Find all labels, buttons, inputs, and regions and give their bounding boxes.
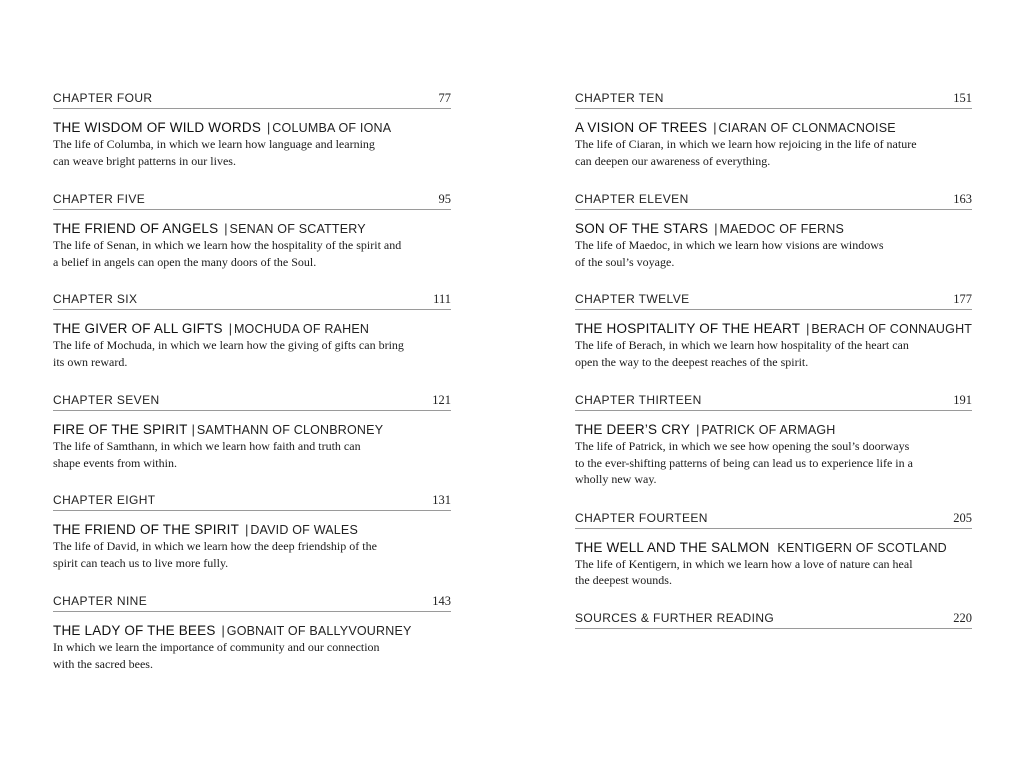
chapter-description bbox=[53, 639, 451, 672]
toc-right-column bbox=[575, 89, 972, 629]
chapter-header bbox=[53, 491, 451, 511]
chapter-description bbox=[575, 337, 972, 370]
description-line: can weave bright patterns in our lives. bbox=[53, 153, 236, 168]
chapter-title: THE WISDOM OF WILD WORDS bbox=[53, 120, 262, 135]
toc-entry[interactable] bbox=[575, 290, 972, 370]
description-line: The life of Senan, in which we learn how the hospitality of the spirit and bbox=[53, 238, 402, 252]
chapter-title-line bbox=[53, 321, 451, 337]
chapter-title-line bbox=[575, 321, 972, 337]
chapter-label: CHAPTER EIGHT bbox=[53, 493, 156, 507]
title-separator: | bbox=[806, 322, 810, 336]
chapter-label: CHAPTER ELEVEN bbox=[575, 192, 689, 206]
chapter-description bbox=[53, 237, 451, 270]
chapter-header bbox=[53, 190, 451, 210]
chapter-page-number: 131 bbox=[432, 493, 451, 507]
chapter-title-line bbox=[575, 422, 972, 438]
chapter-description bbox=[53, 438, 451, 471]
chapter-title-line bbox=[53, 623, 451, 639]
chapter-saint: SAMTHANN OF CLONBRONEY bbox=[196, 423, 384, 437]
chapter-label: CHAPTER TWELVE bbox=[575, 292, 690, 306]
chapter-title-line bbox=[53, 221, 451, 237]
title-separator: | bbox=[228, 322, 232, 336]
chapter-title: THE GIVER OF ALL GIFTS bbox=[53, 321, 223, 336]
sources-label: SOURCES & FURTHER READING bbox=[575, 610, 775, 625]
description-line: can deepen our awareness of everything. bbox=[575, 153, 771, 168]
description-line: The life of Kentigern, in which we learn how a love of nature can heal bbox=[575, 556, 913, 571]
description-line: a belief in angels can open the many doors of the Soul. bbox=[53, 254, 317, 269]
toc-entry-sources[interactable] bbox=[575, 609, 972, 629]
chapter-title-line bbox=[53, 120, 451, 136]
chapter-label: CHAPTER FIVE bbox=[53, 192, 146, 206]
chapter-header bbox=[53, 391, 451, 411]
chapter-label: CHAPTER FOUR bbox=[53, 91, 153, 105]
title-separator: | bbox=[713, 121, 717, 135]
chapter-page-number: 163 bbox=[953, 192, 972, 206]
chapter-page-number: 205 bbox=[953, 510, 972, 525]
chapter-saint: BERACH OF CONNAUGHT bbox=[811, 322, 973, 336]
description-line: The life of Maedoc, in which we learn how visions are windows bbox=[575, 238, 884, 252]
toc-entry[interactable] bbox=[53, 592, 451, 672]
chapter-page-number: 151 bbox=[953, 91, 972, 105]
description-line: The life of David, in which we learn how the deep friendship of the bbox=[53, 539, 377, 553]
toc-entry[interactable] bbox=[53, 290, 451, 370]
description-line: of the soul’s voyage. bbox=[575, 254, 675, 269]
chapter-saint: CIARAN OF CLONMACNOISE bbox=[718, 121, 896, 135]
chapter-description bbox=[575, 136, 972, 169]
description-line: In which we learn the importance of community and our connection bbox=[53, 640, 380, 654]
chapter-title: THE WELL AND THE SALMON bbox=[575, 539, 770, 555]
title-separator: | bbox=[191, 423, 195, 437]
title-separator: | bbox=[221, 624, 225, 638]
chapter-header bbox=[53, 89, 451, 109]
chapter-title: THE LADY OF THE BEES bbox=[53, 623, 216, 638]
title-separator: | bbox=[714, 222, 718, 236]
chapter-title-line bbox=[53, 522, 451, 538]
toc-left-column bbox=[53, 89, 451, 672]
description-line: The life of Columba, in which we learn how language and learning bbox=[53, 137, 375, 151]
title-separator: | bbox=[224, 222, 228, 236]
chapter-title-line bbox=[575, 221, 972, 237]
chapter-description bbox=[53, 538, 451, 571]
chapter-title: THE HOSPITALITY OF THE HEART bbox=[575, 321, 801, 336]
toc-entry[interactable] bbox=[53, 89, 451, 169]
description-line: with the sacred bees. bbox=[53, 656, 153, 671]
chapter-title: SON OF THE STARS bbox=[575, 221, 709, 236]
chapter-page-number: 121 bbox=[432, 393, 451, 407]
toc-entry[interactable] bbox=[575, 509, 972, 589]
description-line: The life of Patrick, in which we see how opening the soul’s doorways bbox=[575, 439, 910, 453]
description-line: the deepest wounds. bbox=[575, 573, 672, 587]
chapter-title-line bbox=[575, 120, 972, 136]
description-line: open the way to the deepest reaches of the spirit. bbox=[575, 354, 809, 369]
chapter-header bbox=[53, 592, 451, 612]
description-line: wholly new way. bbox=[575, 472, 657, 486]
chapter-label: CHAPTER TEN bbox=[575, 91, 664, 105]
chapter-description bbox=[575, 237, 972, 270]
chapter-page-number: 191 bbox=[953, 393, 972, 407]
title-separator: | bbox=[245, 523, 249, 537]
chapter-title: THE DEER’S CRY bbox=[575, 422, 691, 437]
chapter-title: A VISION OF TREES bbox=[575, 120, 708, 135]
title-separator: | bbox=[696, 423, 700, 437]
chapter-label: CHAPTER SIX bbox=[53, 292, 138, 306]
sources-page-number: 220 bbox=[953, 610, 972, 625]
toc-entry[interactable] bbox=[53, 491, 451, 571]
chapter-header bbox=[575, 509, 972, 529]
chapter-header bbox=[575, 190, 972, 210]
toc-entry[interactable] bbox=[53, 391, 451, 471]
chapter-label: CHAPTER THIRTEEN bbox=[575, 393, 702, 407]
chapter-page-number: 111 bbox=[433, 292, 451, 306]
chapter-saint: GOBNAIT OF BALLYVOURNEY bbox=[226, 624, 412, 638]
chapter-saint: SENAN OF SCATTERY bbox=[229, 222, 366, 236]
chapter-saint: MOCHUDA OF RAHEN bbox=[233, 322, 370, 336]
toc-entry[interactable] bbox=[575, 391, 972, 488]
description-line: The life of Samthann, in which we learn how faith and truth can bbox=[53, 439, 361, 453]
description-line: spirit can teach us to live more fully. bbox=[53, 555, 229, 570]
chapter-title: THE FRIEND OF THE SPIRIT bbox=[53, 522, 240, 537]
sources-header bbox=[575, 609, 972, 629]
chapter-header bbox=[53, 290, 451, 310]
chapter-label: CHAPTER NINE bbox=[53, 594, 148, 608]
description-line: shape events from within. bbox=[53, 455, 177, 470]
chapter-page-number: 177 bbox=[953, 292, 972, 306]
toc-entry[interactable] bbox=[53, 190, 451, 270]
toc-entry[interactable] bbox=[575, 89, 972, 169]
description-line: The life of Berach, in which we learn how hospitality of the heart can bbox=[575, 338, 909, 352]
chapter-description bbox=[53, 136, 451, 169]
chapter-header bbox=[575, 290, 972, 310]
chapter-saint: PATRICK OF ARMAGH bbox=[701, 423, 836, 437]
toc-entry[interactable] bbox=[575, 190, 972, 270]
description-line: to the ever-shifting patterns of being can lead us to experience life in a bbox=[575, 455, 913, 470]
chapter-saint: KENTIGERN OF SCOTLAND bbox=[777, 540, 947, 555]
title-separator: | bbox=[267, 121, 271, 135]
description-line: The life of Ciaran, in which we learn how rejoicing in the life of nature bbox=[575, 137, 917, 151]
chapter-title: FIRE OF THE SPIRIT bbox=[53, 422, 188, 437]
chapter-title-line bbox=[53, 422, 451, 438]
chapter-label: CHAPTER FOURTEEN bbox=[575, 510, 708, 525]
chapter-saint: DAVID OF WALES bbox=[250, 523, 358, 537]
chapter-page-number: 95 bbox=[438, 192, 451, 206]
chapter-description bbox=[575, 556, 972, 589]
chapter-description bbox=[53, 337, 451, 370]
chapter-page-number: 143 bbox=[432, 594, 451, 608]
chapter-page-number: 77 bbox=[438, 91, 451, 105]
chapter-saint: COLUMBA OF IONA bbox=[272, 121, 392, 135]
description-line: its own reward. bbox=[53, 354, 128, 369]
chapter-label: CHAPTER SEVEN bbox=[53, 393, 160, 407]
chapter-description bbox=[575, 438, 972, 488]
chapter-title: THE FRIEND OF ANGELS bbox=[53, 221, 219, 236]
description-line: The life of Mochuda, in which we learn how the giving of gifts can bring bbox=[53, 338, 404, 352]
chapter-header bbox=[575, 391, 972, 411]
chapter-title-line bbox=[575, 540, 972, 556]
chapter-header bbox=[575, 89, 972, 109]
chapter-saint: MAEDOC OF FERNS bbox=[719, 222, 845, 236]
